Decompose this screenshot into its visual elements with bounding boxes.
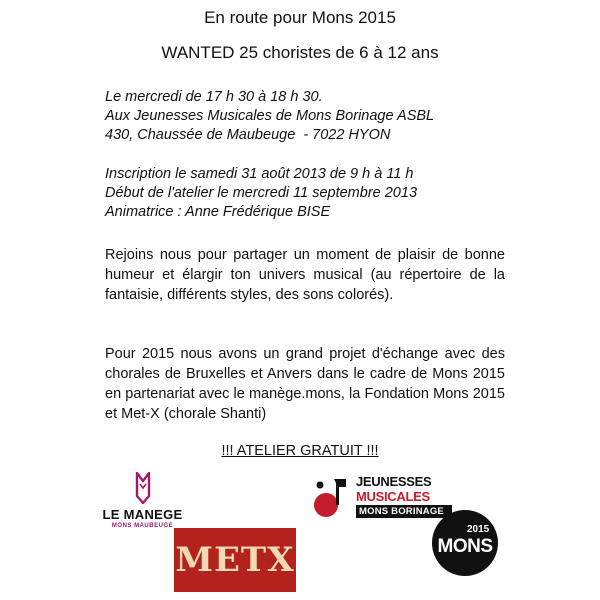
registration-block	[105, 165, 505, 222]
page-title: En route pour Mons 2015	[204, 8, 396, 27]
project-paragraph: Pour 2015 nous avons un grand projet d'échange avec des chorales de Bruxelles et Anvers dans le cadre de Mons 2015 en partenariat avec le manège.mons, la Fondation Mons 2015 et Met-X (chorale Shanti)	[105, 346, 505, 422]
le-manege-logo	[100, 472, 185, 534]
manege-m-icon	[135, 472, 151, 504]
free-workshop-banner: !!! ATELIER GRATUIT !!!	[221, 443, 379, 459]
schedule-line: Aux Jeunesses Musicales de Mons Borinage ASBL	[105, 108, 435, 124]
jm-logo-line1: JEUNESSES	[356, 474, 432, 489]
metx-logo-name: METX	[175, 540, 295, 580]
registration-line: Début de l'atelier le mercredi 11 septembre 2013	[105, 185, 418, 201]
registration-line: Animatrice : Anne Frédérique BISE	[105, 204, 331, 220]
music-note-icon	[312, 475, 350, 521]
registration-line: Inscription le samedi 31 août 2013 de 9 h à 11 h	[105, 166, 414, 182]
schedule-line: 430, Chaussée de Maubeuge - 7022 HYON	[105, 127, 391, 143]
schedule-block	[105, 88, 505, 145]
invitation-paragraph: Rejoins nous pour partager un moment de plaisir de bonne humeur et élargir ton univers musical (au répertoire de la fantaisie, différents styles, des sons colorés).	[105, 247, 505, 303]
mons-2015-logo	[432, 510, 498, 576]
manege-logo-sub: MONS MAUBEUGE	[111, 523, 174, 529]
metx-logo	[174, 528, 296, 592]
mons-logo-name: MONS	[437, 536, 493, 557]
page-subtitle: WANTED 25 choristes de 6 à 12 ans	[161, 43, 439, 62]
mons-logo-year: 2015	[467, 524, 490, 535]
manege-logo-name: LE MANEGE	[102, 507, 183, 522]
jeunesses-musicales-logo	[312, 472, 444, 522]
jm-logo-line2: MUSICALES	[356, 489, 430, 504]
schedule-line: Le mercredi de 17 h 30 à 18 h 30.	[105, 89, 323, 105]
jm-logo-line3: MONS BORINAGE	[356, 505, 452, 518]
